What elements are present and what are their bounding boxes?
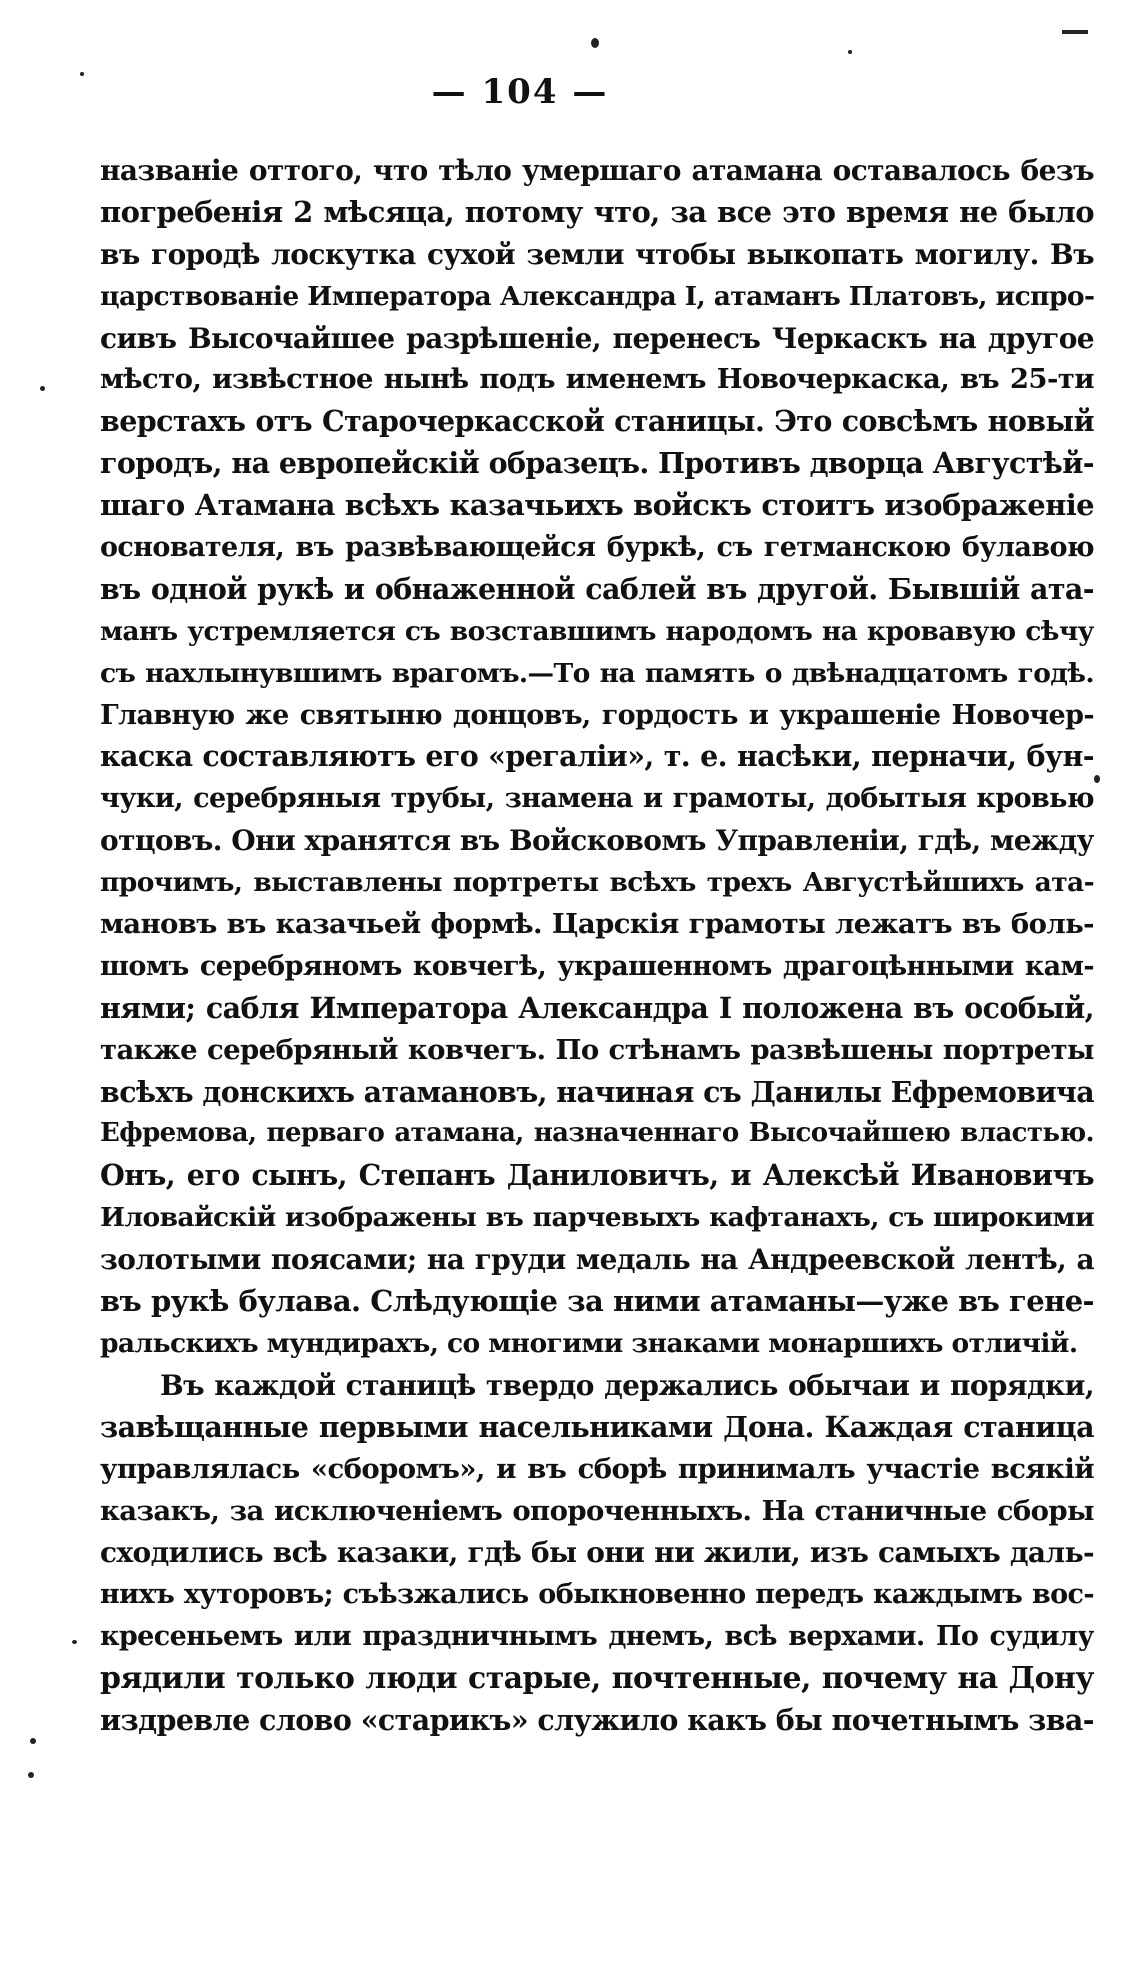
text-line-paragraph-start: Въ каждой станицѣ твердо держались обычаи и порядки,: [160, 1368, 1094, 1402]
text-line: Онъ, его сынъ, Степанъ Даниловичъ, и Алексѣй Ивановичъ: [100, 1158, 1094, 1193]
text-line: управлялась «сборомъ», и въ сборѣ принималъ участіе всякій: [100, 1452, 1094, 1485]
scan-speck: [1094, 775, 1100, 783]
text-line: основателя, въ развѣвающейся буркѣ, съ гетманскою булавою: [100, 532, 1094, 564]
text-line: названіе оттого, что тѣло умершаго атамана оставалось безъ: [100, 154, 1094, 187]
text-line: нихъ хуторовъ; съѣзжались обыкновенно передъ каждымъ вос-: [100, 1579, 1094, 1611]
text-line: городъ, на европейскій образецъ. Противъ дворца Августѣй-: [100, 446, 1094, 481]
text-line: нями; сабля Императора Александра I положена въ особый,: [100, 990, 1094, 1025]
text-line: манъ устремляется съ возставшимъ народомъ на кровавую сѣчу: [100, 615, 1094, 647]
text-line: Главную же святыню донцовъ, гордость и украшеніе Новочер-: [100, 699, 1094, 731]
text-line: золотыми поясами; на груди медаль на Андреевской лентѣ, а: [100, 1243, 1094, 1277]
text-line: въ городѣ лоскутка сухой земли чтобы выкопать могилу. Въ: [100, 237, 1094, 271]
page-number: — 104 —: [431, 72, 609, 112]
text-line: сивъ Высочайшее разрѣшеніе, перенесъ Черкаскъ на другое: [100, 321, 1094, 355]
text-line: мѣсто, извѣстное нынѣ подъ именемъ Новочеркаска, въ 25-ти: [100, 363, 1094, 396]
text-line: въ одной рукѣ и обнаженной саблей въ другой. Бывшій ата-: [100, 571, 1094, 606]
text-line: всѣхъ донскихъ атамановъ, начиная съ Данилы Ефремовича: [100, 1074, 1094, 1109]
text-line: мановъ въ казачьей формѣ. Царскія грамоты лежатъ въ боль-: [100, 908, 1094, 941]
text-line: съ нахлынувшимъ врагомъ.—То на память о двѣнадцатомъ годѣ.: [100, 657, 1094, 689]
text-line: въ рукѣ булава. Слѣдующіе за ними атаманы—уже въ гене-: [100, 1284, 1094, 1319]
text-line: завѣщанные первыми насельниками Дона. Каждая станица: [100, 1409, 1094, 1444]
text-line: казакъ, за исключеніемъ опороченныхъ. На станичные сборы: [100, 1494, 1094, 1527]
text-line: сходились всѣ казаки, гдѣ бы они ни жили, изъ самыхъ даль-: [100, 1536, 1094, 1570]
text-line: царствованіе Императора Александра I, атаманъ Платовъ, испро-: [100, 280, 1094, 312]
scan-speck: [40, 386, 45, 391]
text-line: погребенія 2 мѣсяца, потому что, за все это время не было: [100, 194, 1094, 229]
text-line: также серебряный ковчегъ. По стѣнамъ развѣшены портреты: [100, 1033, 1094, 1066]
text-line: Ефремова, перваго атамана, назначеннаго Высочайшею властью.: [100, 1118, 1094, 1149]
text-line: издревле слово «старикъ» служило какъ бы почетнымъ зва-: [100, 1702, 1094, 1737]
text-line: чуки, серебряныя трубы, знамена и грамоты, добытыя кровью: [100, 783, 1094, 815]
scan-speck: [72, 1640, 77, 1644]
text-line: каска составляютъ его «регаліи», т. е. насѣки, перначи, бун-: [100, 739, 1094, 774]
scan-speck: [591, 38, 599, 48]
text-line: верстахъ отъ Старочеркасской станицы. Это совсѣмъ новый: [100, 404, 1094, 439]
text-line: рядили только люди старые, почтенные, почему на Дону: [100, 1661, 1094, 1697]
scan-speck: [28, 1772, 34, 1778]
scan-speck: [848, 50, 852, 54]
text-line: кресеньемъ или праздничнымъ днемъ, всѣ верхами. По судилу: [100, 1621, 1094, 1653]
text-line: Иловайскій изображены въ парчевыхъ кафтанахъ, съ широкими: [100, 1202, 1094, 1234]
text-line: шаго Атамана всѣхъ казачьихъ войскъ стоитъ изображеніе: [100, 488, 1094, 523]
body-text: [100, 150, 1094, 1742]
text-line-paragraph-end: ральскихъ мундирахъ, со многими знаками монаршихъ отличій.: [100, 1327, 1078, 1359]
text-line: отцовъ. Они хранятся въ Войсковомъ Управленіи, гдѣ, между: [100, 824, 1094, 858]
text-line: прочимъ, выставлены портреты всѣхъ трехъ Августѣйшихъ ата-: [100, 867, 1094, 899]
scan-mark-top-right: [1062, 30, 1088, 34]
scan-speck: [30, 1738, 36, 1744]
text-line: шомъ серебряномъ ковчегѣ, украшенномъ драгоцѣнными кам-: [100, 950, 1094, 982]
